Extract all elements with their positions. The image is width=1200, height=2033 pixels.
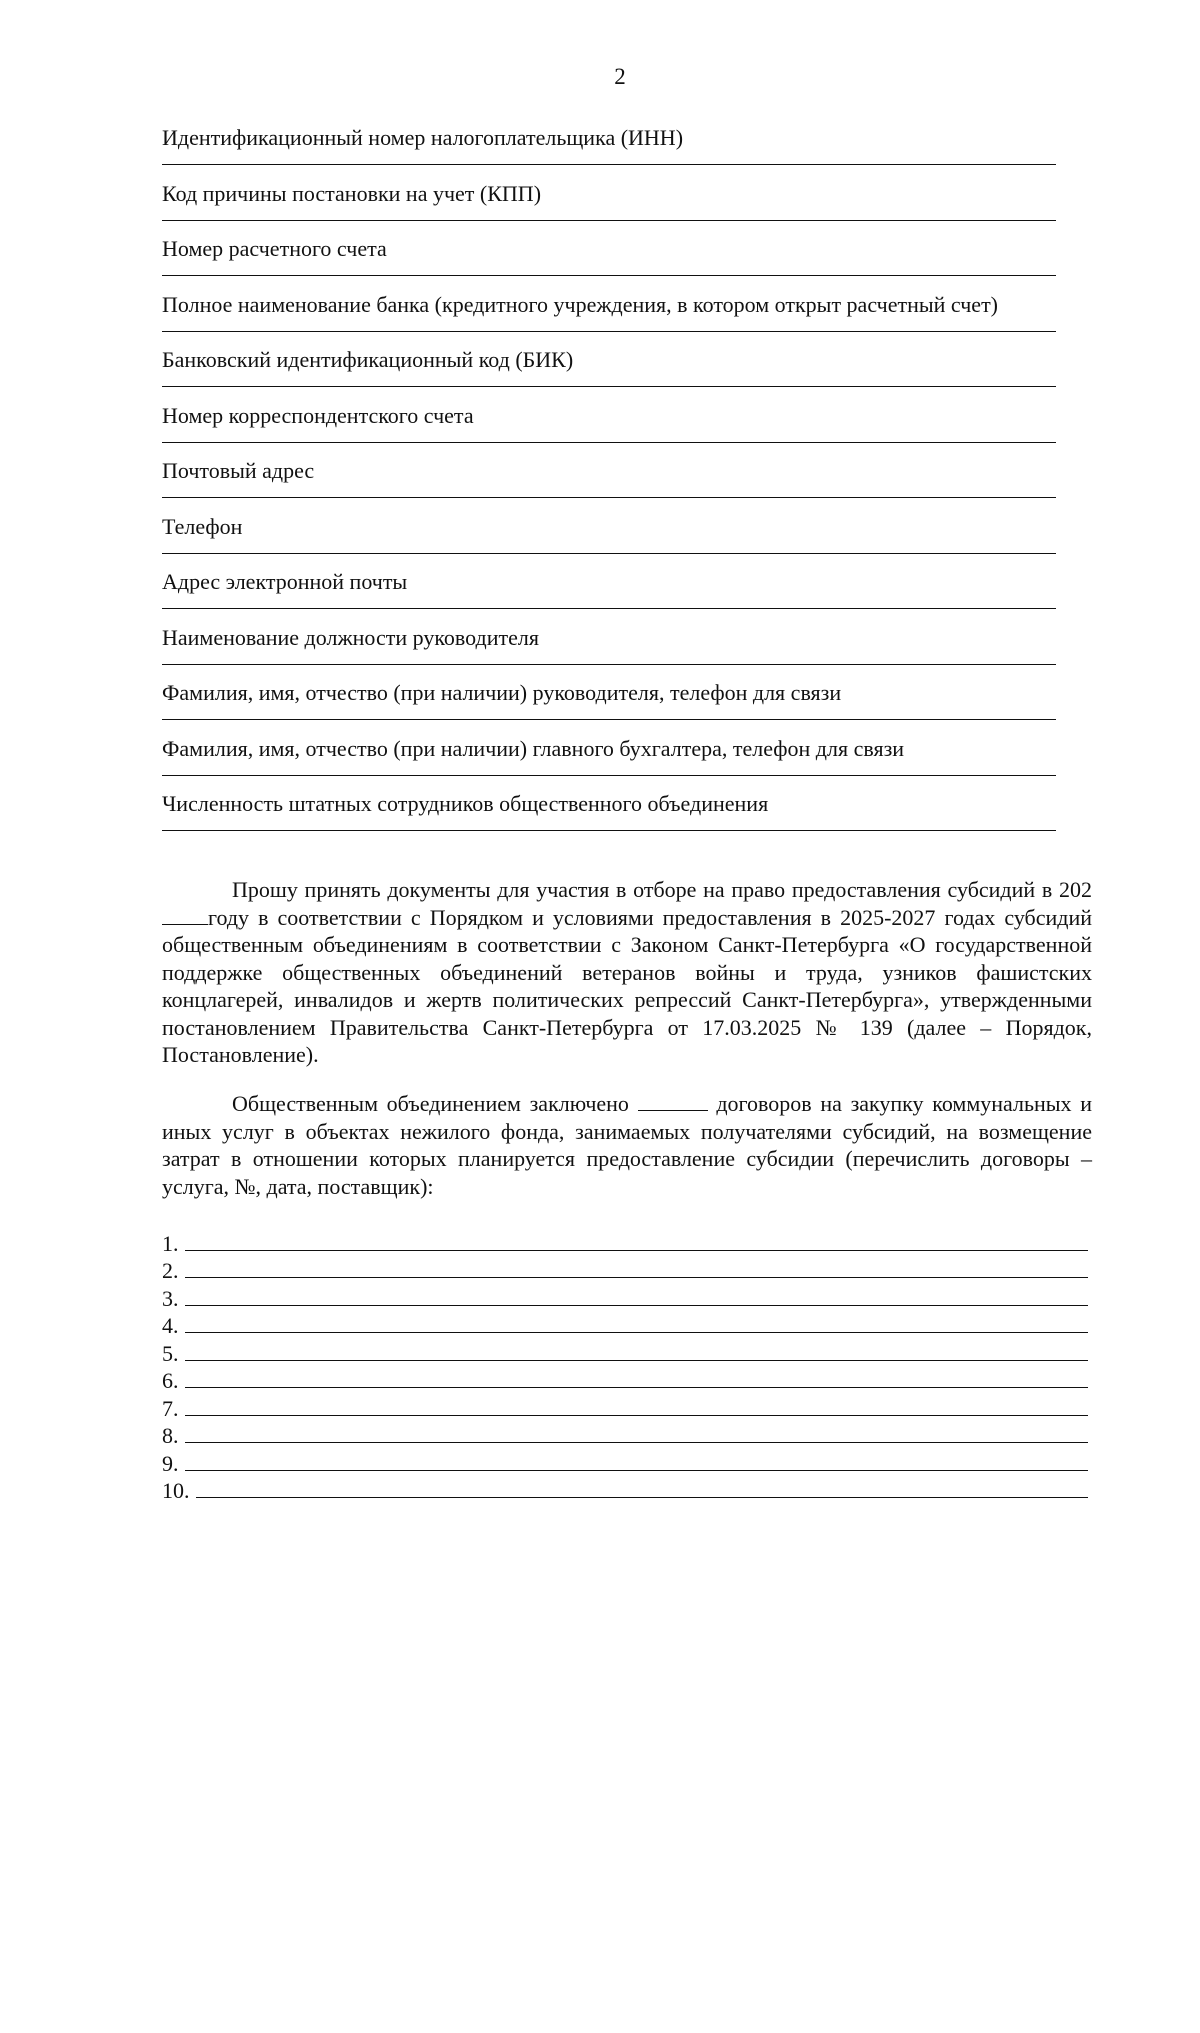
contract-row (162, 1311, 1088, 1339)
field-input-line[interactable] (162, 830, 1056, 831)
field-input-line[interactable] (162, 553, 1056, 554)
contract-input-line[interactable] (185, 1332, 1089, 1333)
field-input-line[interactable] (162, 220, 1056, 221)
field-label: Код причины постановки на учет (КПП) (162, 180, 542, 206)
contract-row (162, 1256, 1088, 1284)
field-input-line[interactable] (162, 775, 1056, 776)
page-number: 2 (614, 64, 626, 89)
contract-input-line[interactable] (185, 1360, 1089, 1361)
contracts-list (162, 1228, 1088, 1503)
field-input-line[interactable] (162, 164, 1056, 165)
contract-input-line[interactable] (185, 1387, 1089, 1388)
form-field (162, 457, 1056, 498)
contract-number: 8. (162, 1423, 179, 1448)
form-field (162, 235, 1056, 276)
field-label: Полное наименование банка (кредитного учреждения, в котором открыт расчетный счет) (162, 291, 999, 317)
contract-input-line[interactable] (185, 1250, 1089, 1251)
contract-input-line[interactable] (185, 1277, 1089, 1278)
field-input-line[interactable] (162, 386, 1056, 387)
contract-row (162, 1366, 1088, 1394)
contract-number: 4. (162, 1313, 179, 1338)
contracts-paragraph (162, 1090, 1092, 1200)
field-input-line[interactable] (162, 442, 1056, 443)
form-field (162, 124, 1056, 165)
contract-number: 7. (162, 1395, 179, 1421)
contract-row (162, 1338, 1088, 1366)
contracts-text-end: договоров на закупку коммунальных и иных услуг в объектах нежилого фонда, занимаемых получателями субсидий, на возмещение затрат в отношении которых планируется предоставление субсидии (перечислить договоры – услуга, №, дата, поставщик): (162, 1091, 1093, 1199)
contract-row (162, 1421, 1088, 1449)
field-label: Адрес электронной почты (162, 569, 408, 594)
contract-number: 3. (162, 1285, 179, 1311)
contracts-text-start: Общественным объединением заключено (232, 1091, 629, 1116)
contract-input-line[interactable] (196, 1497, 1089, 1498)
contract-number: 6. (162, 1368, 179, 1393)
form-field (162, 291, 1056, 332)
contract-number: 10. (162, 1478, 190, 1503)
contract-number: 5. (162, 1340, 179, 1366)
field-label: Фамилия, имя, отчество (при наличии) главного бухгалтера, телефон для связи (162, 735, 905, 761)
contract-row (162, 1228, 1088, 1256)
contract-number: 9. (162, 1450, 179, 1476)
contract-row (162, 1448, 1088, 1476)
field-label: Идентификационный номер налогоплательщика (ИНН) (162, 125, 684, 150)
form-field (162, 402, 1056, 443)
field-input-line[interactable] (162, 275, 1056, 276)
contract-input-line[interactable] (185, 1415, 1089, 1416)
request-text-start: Прошу принять документы для участия в отборе на право предоставления субсидий в 202 (232, 877, 1092, 902)
form-field (162, 790, 1056, 831)
contract-row (162, 1283, 1088, 1311)
field-label: Телефон (162, 513, 243, 539)
form-field (162, 180, 1056, 221)
form-field (162, 346, 1056, 387)
contract-number: 1. (162, 1230, 179, 1256)
field-label: Банковский идентификационный код (БИК) (162, 347, 574, 372)
field-label: Наименование должности руководителя (162, 624, 539, 650)
form-field (162, 513, 1056, 554)
contract-input-line[interactable] (185, 1442, 1089, 1443)
field-label: Номер корреспондентского счета (162, 402, 474, 428)
form-field (162, 735, 1056, 776)
request-paragraph (162, 876, 1092, 1069)
field-input-line[interactable] (162, 608, 1056, 609)
form-field (162, 679, 1056, 720)
field-label: Фамилия, имя, отчество (при наличии) руководителя, телефон для связи (162, 680, 842, 705)
contract-number: 2. (162, 1258, 179, 1283)
field-label: Номер расчетного счета (162, 236, 387, 261)
contracts-count-blank[interactable] (638, 1092, 708, 1111)
field-input-line[interactable] (162, 719, 1056, 720)
form-field (162, 624, 1056, 665)
field-input-line[interactable] (162, 497, 1056, 498)
field-label: Численность штатных сотрудников общественного объединения (162, 791, 769, 816)
contract-input-line[interactable] (185, 1305, 1089, 1306)
field-label: Почтовый адрес (162, 458, 315, 483)
contract-row (162, 1476, 1088, 1504)
contract-row (162, 1393, 1088, 1421)
year-blank[interactable] (162, 906, 208, 925)
contract-input-line[interactable] (185, 1470, 1089, 1471)
field-input-line[interactable] (162, 664, 1056, 665)
form-field (162, 568, 1056, 609)
field-input-line[interactable] (162, 331, 1056, 332)
request-text-end: году в соответствии с Порядком и условиями предоставления в 2025-2027 годах субсидий общественным объединениям в соответствии с Законом Санкт-Петербурга «О государственной поддержке общественных объединений ветеранов войны и труда, узников фашистских концлагерей, инвалидов и жертв политических репрессий Санкт-Петербурга», утвержденными постановлением Правительства Санкт-Петербурга от 17.03.2025 № 139 (далее – Порядок, Постановление). (162, 904, 1092, 1067)
